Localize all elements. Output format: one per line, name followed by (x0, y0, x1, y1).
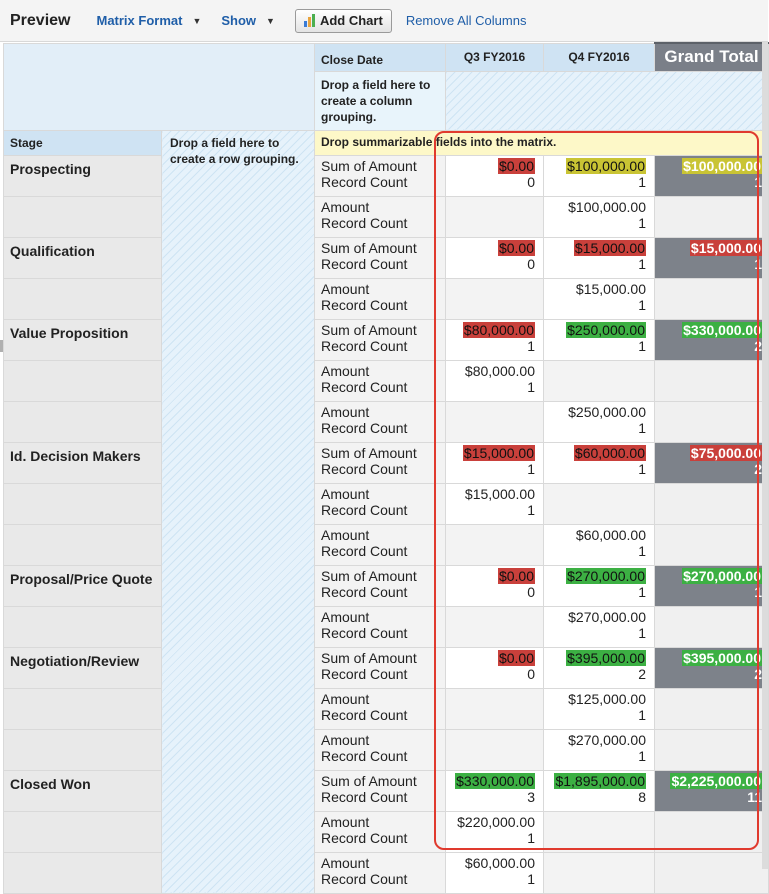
stage-label: Negotiation/Review (4, 647, 162, 688)
resize-handle[interactable] (0, 340, 3, 352)
grand-total-empty (655, 278, 769, 319)
grand-total-cell (655, 565, 769, 606)
stage-label: Closed Won (4, 770, 162, 811)
measure-label: Amount Record Count (315, 606, 446, 647)
q3-detail-cell (446, 852, 544, 893)
record-count-value: 1 (754, 173, 762, 190)
q3-detail-cell (446, 606, 544, 647)
table-row (4, 319, 769, 360)
q4-summary-cell (544, 155, 655, 196)
amount-value: $125,000.00 (568, 690, 646, 707)
table-row (4, 524, 769, 565)
amount-value: $60,000.00 (464, 854, 535, 871)
q4-summary-cell (544, 319, 655, 360)
column-grouping-drop-zone[interactable]: Drop a field here to create a column grouping. (315, 71, 446, 130)
stage-spacer (4, 278, 162, 319)
record-count-value: 1 (527, 460, 535, 477)
vertical-scrollbar[interactable] (762, 42, 768, 869)
amount-value: $60,000.00 (575, 526, 646, 543)
grand-total-cell (655, 237, 769, 278)
remove-all-columns-link[interactable]: Remove All Columns (405, 13, 527, 28)
stage-label: Id. Decision Makers (4, 442, 162, 483)
stage-spacer (4, 360, 162, 401)
record-count-value: 2 (754, 460, 762, 477)
q4-detail-cell (544, 401, 655, 442)
q3-detail-cell (446, 196, 544, 237)
q4-detail-cell (544, 196, 655, 237)
table-row (4, 688, 769, 729)
measure-label: Amount Record Count (315, 483, 446, 524)
add-chart-label: Add Chart (319, 13, 383, 28)
amount-value: $270,000.00 (683, 567, 761, 584)
q3-detail-cell (446, 483, 544, 524)
stage-spacer (4, 196, 162, 237)
record-count-value: 1 (638, 255, 646, 272)
amount-value: $330,000.00 (683, 321, 761, 338)
record-count-value: 8 (638, 788, 646, 805)
add-chart-button[interactable] (295, 9, 392, 33)
record-count-value: 3 (527, 788, 535, 805)
record-count-value: 0 (527, 255, 535, 272)
table-row (4, 729, 769, 770)
table-row (4, 360, 769, 401)
measure-label: Amount Record Count (315, 729, 446, 770)
record-count-value: 2 (754, 665, 762, 682)
stage-spacer (4, 688, 162, 729)
show-menu[interactable] (221, 13, 275, 28)
close-date-header[interactable]: Close Date (315, 43, 446, 71)
measure-label: Amount Record Count (315, 852, 446, 893)
column-header-q3[interactable]: Q3 FY2016 (446, 43, 544, 71)
stage-spacer (4, 811, 162, 852)
record-count-value: 1 (527, 378, 535, 395)
measure-label: Sum of Amount Record Count (315, 770, 446, 811)
grand-total-empty (655, 729, 769, 770)
grand-total-cell (655, 442, 769, 483)
q4-detail-cell (544, 278, 655, 319)
q3-detail-cell (446, 688, 544, 729)
record-count-value: 1 (638, 296, 646, 313)
table-row (4, 155, 769, 196)
grand-total-header: Grand Total (655, 43, 769, 71)
stage-spacer (4, 729, 162, 770)
measure-label: Sum of Amount Record Count (315, 442, 446, 483)
summarizable-fields-drop-zone[interactable]: Drop summarizable fields into the matrix. (315, 130, 769, 155)
q4-detail-cell (544, 688, 655, 729)
grand-total-empty (655, 196, 769, 237)
measure-label: Amount Record Count (315, 278, 446, 319)
q3-detail-cell (446, 278, 544, 319)
q3-detail-cell (446, 811, 544, 852)
q4-summary-cell (544, 647, 655, 688)
amount-value: $270,000.00 (568, 608, 646, 625)
matrix-format-label: Matrix Format (96, 13, 183, 28)
table-row (4, 811, 769, 852)
measure-label: Sum of Amount Record Count (315, 647, 446, 688)
amount-value: $270,000.00 (568, 731, 646, 748)
table-row (4, 770, 769, 811)
record-count-value: 1 (638, 624, 646, 641)
amount-value: $75,000.00 (690, 444, 761, 461)
row-grouping-drop-zone[interactable]: Drop a field here to create a row grouping. (162, 130, 315, 893)
amount-value: $270,000.00 (567, 567, 645, 584)
grand-total-cell (655, 647, 769, 688)
record-count-value: 1 (754, 583, 762, 600)
q4-detail-cell (544, 483, 655, 524)
matrix-format-menu[interactable] (96, 13, 201, 28)
amount-value: $100,000.00 (567, 157, 645, 174)
record-count-value: 1 (527, 337, 535, 354)
record-count-value: 0 (527, 665, 535, 682)
column-header-q4[interactable]: Q4 FY2016 (544, 43, 655, 71)
measure-label: Amount Record Count (315, 196, 446, 237)
amount-value: $0.00 (498, 239, 534, 256)
q4-summary-cell (544, 565, 655, 606)
header-blank (4, 43, 315, 130)
stage-label: Value Proposition (4, 319, 162, 360)
record-count-value: 1 (638, 460, 646, 477)
table-row (4, 401, 769, 442)
measure-label: Amount Record Count (315, 688, 446, 729)
measure-label: Amount Record Count (315, 401, 446, 442)
table-row (4, 278, 769, 319)
grand-total-empty (655, 483, 769, 524)
column-drop-hatch (446, 71, 769, 130)
record-count-value: 1 (638, 747, 646, 764)
preview-title: Preview (10, 11, 71, 29)
stage-header[interactable]: Stage (4, 130, 162, 155)
q3-summary-cell (446, 237, 544, 278)
matrix-report-table (3, 42, 769, 894)
stage-spacer (4, 401, 162, 442)
record-count-value: 1 (527, 829, 535, 846)
table-row (4, 483, 769, 524)
grand-total-empty (655, 524, 769, 565)
q4-detail-cell (544, 811, 655, 852)
amount-value: $15,000.00 (575, 280, 646, 297)
amount-value: $1,895,000.00 (555, 772, 645, 789)
measure-label: Amount Record Count (315, 811, 446, 852)
measure-label: Amount Record Count (315, 524, 446, 565)
record-count-value: 11 (747, 788, 762, 805)
grand-total-empty (655, 360, 769, 401)
table-row (4, 237, 769, 278)
measure-label: Sum of Amount Record Count (315, 319, 446, 360)
table-row (4, 606, 769, 647)
grand-total-empty (655, 401, 769, 442)
table-row (4, 196, 769, 237)
record-count-value: 1 (754, 255, 762, 272)
amount-value: $330,000.00 (456, 772, 534, 789)
record-count-value: 1 (638, 173, 646, 190)
record-count-value: 1 (527, 870, 535, 887)
q4-summary-cell (544, 237, 655, 278)
table-row (4, 647, 769, 688)
amount-value: $100,000.00 (568, 198, 646, 215)
stage-label: Qualification (4, 237, 162, 278)
q4-detail-cell (544, 606, 655, 647)
table-row (4, 442, 769, 483)
report-toolbar (0, 0, 768, 42)
stage-spacer (4, 606, 162, 647)
record-count-value: 1 (638, 583, 646, 600)
record-count-value: 2 (754, 337, 762, 354)
amount-value: $0.00 (498, 157, 534, 174)
bar-chart-icon (304, 14, 316, 27)
record-count-value: 1 (527, 501, 535, 518)
q4-detail-cell (544, 729, 655, 770)
record-count-value: 1 (638, 542, 646, 559)
stage-spacer (4, 483, 162, 524)
record-count-value: 0 (527, 173, 535, 190)
amount-value: $80,000.00 (464, 362, 535, 379)
measure-label: Amount Record Count (315, 360, 446, 401)
record-count-value: 1 (638, 706, 646, 723)
grand-total-empty (655, 688, 769, 729)
record-count-value: 2 (638, 665, 646, 682)
stage-spacer (4, 852, 162, 893)
grand-total-empty (655, 811, 769, 852)
q4-detail-cell (544, 852, 655, 893)
q4-summary-cell (544, 770, 655, 811)
record-count-value: 1 (638, 337, 646, 354)
amount-value: $80,000.00 (463, 321, 534, 338)
q3-summary-cell (446, 565, 544, 606)
record-count-value: 1 (638, 214, 646, 231)
stage-label: Proposal/Price Quote (4, 565, 162, 606)
q3-summary-cell (446, 155, 544, 196)
amount-value: $15,000.00 (690, 239, 761, 256)
q3-detail-cell (446, 401, 544, 442)
record-count-value: 1 (638, 419, 646, 436)
q4-detail-cell (544, 524, 655, 565)
amount-value: $60,000.00 (574, 444, 645, 461)
stage-label: Prospecting (4, 155, 162, 196)
record-count-value: 0 (527, 583, 535, 600)
show-label: Show (221, 13, 257, 28)
amount-value: $395,000.00 (683, 649, 761, 666)
q3-detail-cell (446, 360, 544, 401)
amount-value: $15,000.00 (463, 444, 534, 461)
amount-value: $15,000.00 (574, 239, 645, 256)
amount-value: $100,000.00 (683, 157, 761, 174)
amount-value: $220,000.00 (457, 813, 535, 830)
q3-detail-cell (446, 524, 544, 565)
measure-label: Sum of Amount Record Count (315, 237, 446, 278)
table-row (4, 852, 769, 893)
q3-detail-cell (446, 729, 544, 770)
caret-down-icon: ▼ (192, 15, 202, 26)
grand-total-empty (655, 852, 769, 893)
measure-label: Sum of Amount Record Count (315, 155, 446, 196)
stage-spacer (4, 524, 162, 565)
q3-summary-cell (446, 647, 544, 688)
amount-value: $2,225,000.00 (671, 772, 761, 789)
q4-summary-cell (544, 442, 655, 483)
q4-detail-cell (544, 360, 655, 401)
q3-summary-cell (446, 319, 544, 360)
grand-total-cell (655, 770, 769, 811)
amount-value: $0.00 (498, 649, 534, 666)
q3-summary-cell (446, 770, 544, 811)
grand-total-empty (655, 606, 769, 647)
caret-down-icon: ▼ (266, 15, 275, 26)
measure-label: Sum of Amount Record Count (315, 565, 446, 606)
q3-summary-cell (446, 442, 544, 483)
amount-value: $250,000.00 (567, 321, 645, 338)
amount-value: $0.00 (498, 567, 534, 584)
amount-value: $15,000.00 (464, 485, 535, 502)
grand-total-cell (655, 155, 769, 196)
table-row (4, 565, 769, 606)
amount-value: $395,000.00 (567, 649, 645, 666)
grand-total-cell (655, 319, 769, 360)
amount-value: $250,000.00 (568, 403, 646, 420)
